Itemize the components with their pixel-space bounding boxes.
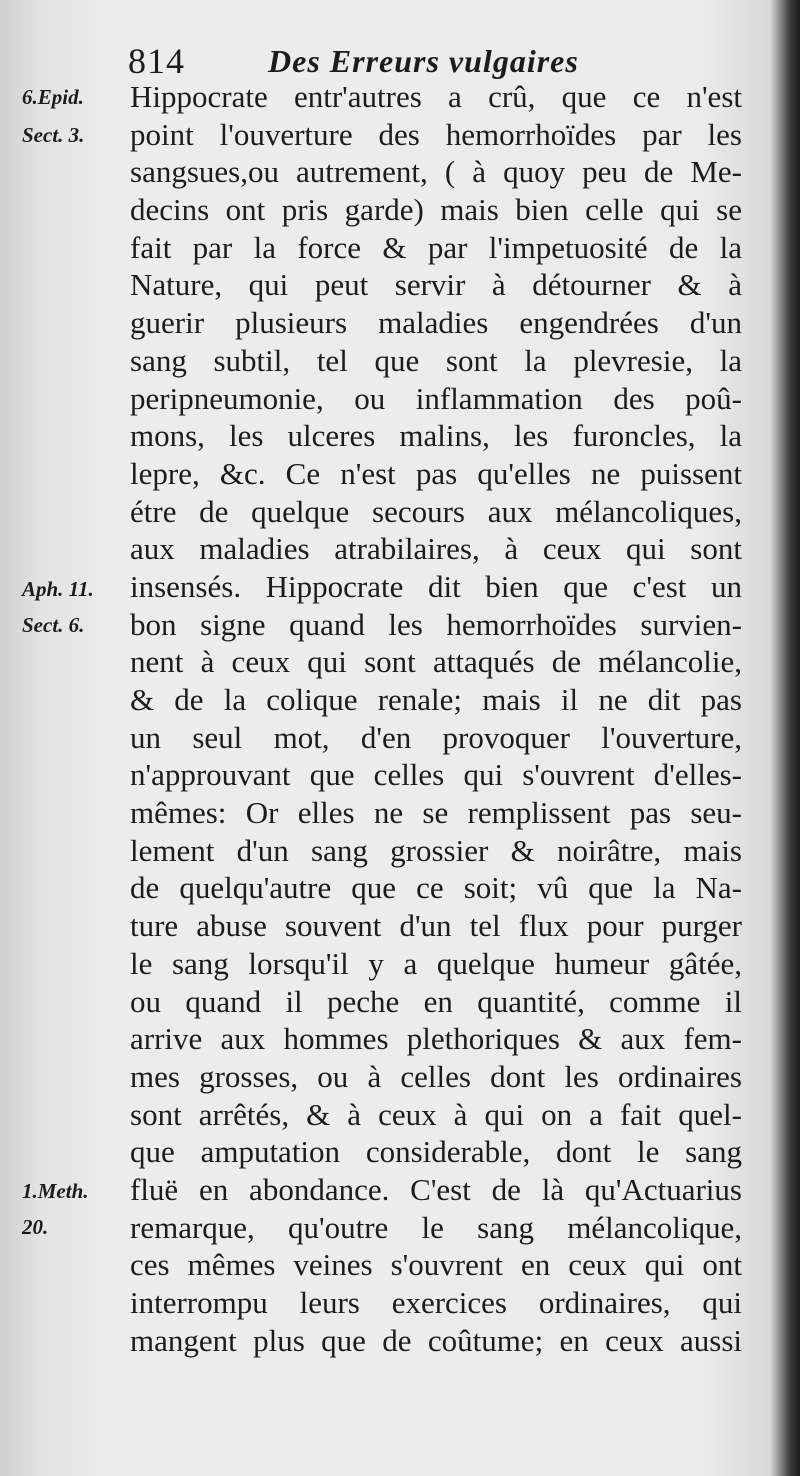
text-line: lepre, &c. Ce n'est pas qu'elles ne puissent bbox=[130, 455, 742, 491]
margin-note: 1.Meth. bbox=[22, 1179, 89, 1203]
page-number: 814 bbox=[128, 41, 185, 81]
text-line: n'approuvant que celles qui s'ouvrent d'elles- bbox=[130, 757, 742, 793]
text-line: guerir plusieurs maladies engendrées d'un bbox=[130, 305, 742, 341]
text-line: sang subtil, tel que sont la plevresie, la bbox=[130, 342, 742, 378]
margin-note: 6.Epid. bbox=[22, 85, 84, 109]
margin-note: Sect. 6. bbox=[22, 613, 85, 637]
text-line: étre de quelque secours aux mélancoliques, bbox=[130, 493, 742, 529]
margin-note: 20. bbox=[22, 1215, 49, 1239]
text-line: Hippocrate entr'autres a crû, que ce n'est bbox=[130, 79, 742, 114]
text-line: Nature, qui peut servir à détourner & à bbox=[130, 267, 742, 303]
body-text bbox=[130, 78, 742, 1359]
text-line: fluë en abondance. C'est de là qu'Actuarius bbox=[130, 1171, 742, 1207]
text-line: lement d'un sang grossier & noirâtre, mais bbox=[130, 832, 742, 868]
running-title: Des Erreurs vulgaires bbox=[268, 43, 579, 79]
text-line: mes grosses, ou à celles dont les ordinaires bbox=[130, 1058, 742, 1094]
text-line: mangent plus que de coûtume; en ceux aussi bbox=[130, 1322, 742, 1358]
text-line: sont arrêtés, & à ceux à qui on a fait quel- bbox=[130, 1096, 742, 1132]
text-line: ture abuse souvent d'un tel flux pour purger bbox=[130, 908, 742, 944]
text-line: que amputation considerable, dont le sang bbox=[130, 1134, 742, 1170]
text-line: remarque, qu'outre le sang mélancolique, bbox=[130, 1209, 742, 1245]
margin-note: Sect. 3. bbox=[22, 123, 85, 147]
margin-note: Aph. 11. bbox=[22, 577, 94, 601]
text-line: nent à ceux qui sont attaqués de mélancolie, bbox=[130, 644, 742, 680]
text-line: mêmes: Or elles ne se remplissent pas seu- bbox=[130, 795, 742, 831]
text-line: de quelqu'autre que ce soit; vû que la Na- bbox=[130, 870, 742, 906]
text-line: aux maladies atrabilaires, à ceux qui sont bbox=[130, 531, 742, 567]
text-line: un seul mot, d'en provoquer l'ouverture, bbox=[130, 719, 742, 755]
text-line: ces mêmes veines s'ouvrent en ceux qui ont bbox=[130, 1247, 742, 1283]
text-line: decins ont pris garde) mais bien celle qui se bbox=[130, 192, 742, 228]
margin-notes bbox=[0, 0, 128, 1476]
text-line: ou quand il peche en quantité, comme il bbox=[130, 983, 742, 1019]
text-line: peripneumonie, ou inflammation des poû- bbox=[130, 380, 742, 416]
text-line: insensés. Hippocrate dit bien que c'est un bbox=[130, 568, 742, 604]
text-line: le sang lorsqu'il y a quelque humeur gâtée, bbox=[130, 945, 742, 981]
text-line: interrompu leurs exercices ordinaires, qui bbox=[130, 1285, 742, 1320]
text-line: fait par la force & par l'impetuosité de la bbox=[130, 229, 742, 265]
text-line: sangsues,ou autrement, ( à quoy peu de Me- bbox=[130, 154, 742, 190]
text-line: bon signe quand les hemorrhoïdes survien- bbox=[130, 606, 742, 642]
text-line: arrive aux hommes plethoriques & aux fem- bbox=[130, 1021, 742, 1057]
text-line: point l'ouverture des hemorrhoïdes par les bbox=[130, 116, 742, 152]
text-line: & de la colique renale; mais il ne dit pas bbox=[130, 682, 742, 717]
text-line: mons, les ulceres malins, les furoncles, la bbox=[130, 418, 742, 454]
